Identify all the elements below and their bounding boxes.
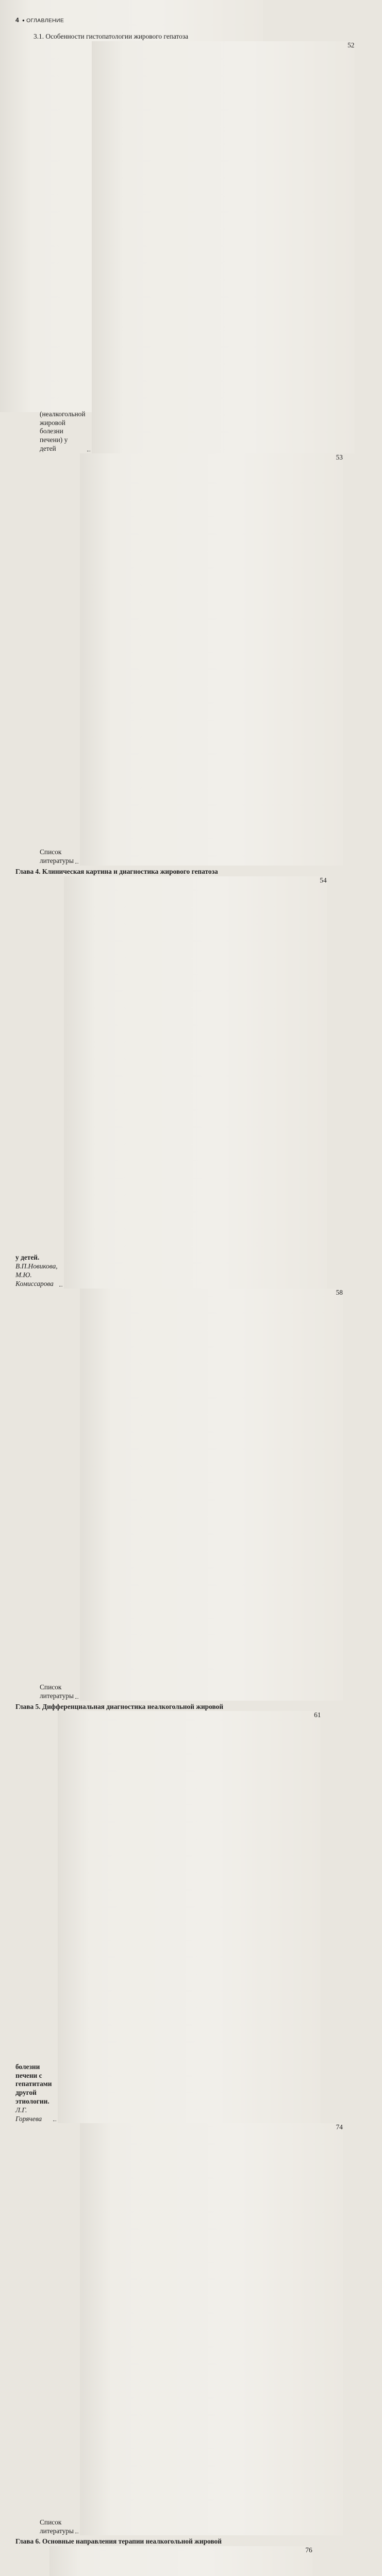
toc-entry-text: Список литературы <box>40 2518 74 2535</box>
toc-authors: Л.Г. Горячева <box>15 2106 42 2123</box>
toc-entry-text: Список литературы <box>40 848 74 865</box>
page-number: 4 <box>15 16 19 24</box>
toc-page-number: 74 <box>80 2123 343 2535</box>
toc-entry-3-1[interactable] <box>15 32 355 453</box>
bullet-icon: ● <box>22 18 25 23</box>
toc-page-number: 76 <box>49 2546 312 2576</box>
toc-entry-line: Глава 6. Основные направления терапии неалкогольной жировой <box>15 2537 222 2546</box>
toc-entry-line: у детей. В.П.Новикова, М.Ю. Комиссарова 54 <box>15 876 327 1287</box>
toc-page-number: 58 <box>80 1289 343 1701</box>
toc-page-number: 53 <box>80 453 343 866</box>
toc-entry-text: Список литературы <box>40 1683 74 1700</box>
toc-entry-line: Глава 4. Клиническая картина и диагностика жирового гепатоза <box>15 867 218 875</box>
toc-entry-line: болезни печени с гепатитами другой этиологии. Л.Г. Горячева 61 <box>15 1711 321 2123</box>
toc-entry-line: 3.1. Особенности гистопатологии жирового гепатоза <box>34 32 189 40</box>
toc-entry-references[interactable] <box>15 1288 343 1701</box>
header-title: ОГЛАВЛЕНИЕ <box>26 18 64 24</box>
toc-page-number: 54 <box>64 876 327 1289</box>
toc-chapter-4[interactable] <box>15 867 327 1289</box>
toc-chapter-6[interactable] <box>15 2537 312 2576</box>
toc-chapter-5[interactable] <box>15 1702 321 2124</box>
toc-entry-line: (неалкогольной жировой болезни печени) у детей 52 <box>40 41 355 452</box>
toc-page-number: 61 <box>58 1711 321 2123</box>
table-of-contents <box>15 32 355 2576</box>
toc-entry-references[interactable] <box>15 2123 343 2535</box>
toc-page-number: 52 <box>92 41 355 453</box>
toc-entry-references[interactable] <box>15 453 343 866</box>
toc-entry-line: Глава 5. Дифференциальная диагностика неалкогольной жировой <box>15 1702 224 1710</box>
toc-entry-line <box>15 2546 312 2576</box>
running-header <box>15 16 64 24</box>
toc-authors: В.П.Новикова, М.Ю. Комиссарова <box>15 1262 58 1287</box>
